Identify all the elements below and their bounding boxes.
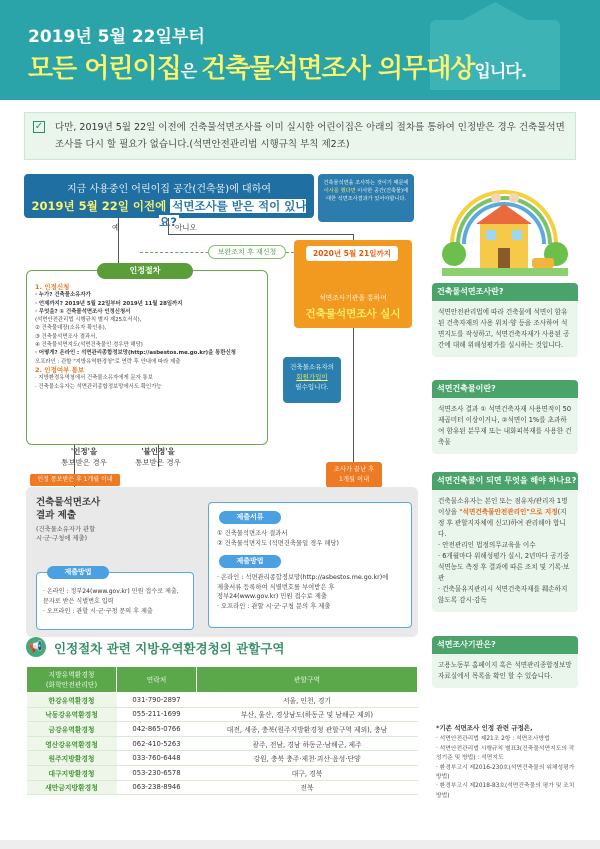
window-right (512, 230, 522, 240)
reference-item: · 환경부고시 제2018-83호(석면건축물의 평가 및 조치방법) (436, 783, 575, 799)
side-card-survey-body: 석면안전관리법에 따라 건축물에 석면이 함유된 건축자재의 사용 위치·양 등을 조사하여 석면지도를 작성하고, 석면건축자재가 사용된 공간에 대해 위해성평가를 실시하는 것입니다. (438, 308, 570, 349)
header-title (28, 48, 526, 85)
supplement-badge: 보완조치 후 재신청 (208, 245, 286, 259)
procedure-line: 오프라인 : 관할 "지방유역환경청"로 연락 후 안내에 따라 제출 (35, 358, 181, 365)
daycare-door (498, 248, 510, 268)
notice-box (24, 112, 576, 160)
table-cell: 영산강유역환경청 (27, 736, 117, 751)
duties-items (438, 540, 572, 606)
procedure-line: 1. 인정신청 (35, 283, 70, 291)
connector-no-horizontal (168, 234, 354, 235)
docs-method-body (217, 573, 409, 611)
table-cell: 전북 (197, 780, 418, 795)
table-cell: 031-790-2897 (117, 693, 197, 708)
regional-table-header (27, 667, 418, 693)
docs-method-line: 정부24(www.gov.kr) 민원 접수로 제출 (217, 593, 327, 600)
question-text: 석면조사를 받은 적이 있나요? (159, 199, 307, 229)
duties-highlight: "석면건축물안전관리인"으로 지정 (459, 508, 558, 516)
table-cell: 원주지방환경청 (27, 751, 117, 766)
after-survey-tag (326, 462, 382, 488)
side-card-agency-body: 고용노동부 홈페이지 혹은 석면관리종합정보망 자료실에서 목록을 확인 할 수 있습니다. (438, 661, 572, 680)
docs-label: 제출서류 (219, 511, 281, 524)
procedure-title: 인정절차 (97, 263, 193, 279)
result-method-line: · 온라인 : 정부24(www.gov.kr) 민원 접수로 제출, (43, 588, 179, 595)
table-cell: 광주, 전남, 경남 하동군·남해군, 제주 (197, 736, 418, 751)
table-header-cell: 관할구역 (197, 667, 418, 693)
deadline-box (294, 240, 412, 328)
docs-item: ② 건축물석면지도 (석면건축물일 경우 해당) (217, 539, 339, 547)
side-card-duties (432, 472, 578, 612)
table-cell: 한강유역환경청 (27, 693, 117, 708)
side-card-agency (432, 636, 578, 688)
procedure-line: · 건축물소유자는 석면관리종합정보망에서도 확인가능 (35, 383, 162, 390)
docs-items (217, 529, 409, 548)
side-note (318, 174, 414, 222)
result-title-b: 결과 제출 (36, 510, 77, 521)
result-sub-b: 시·군·구청에 제출) (36, 535, 88, 542)
owner-notice (283, 357, 341, 403)
regional-title: 인정절차 관련 지방유역환경청의 관할구역 (54, 641, 285, 656)
procedure-line: (석면안전관리법 시행규칙 별지 제25호서식), (35, 317, 142, 324)
approved-tag: 인정 통보받은 후 1개월 이내 (30, 474, 120, 486)
docs-method-line: 제출서류 등록하여 식별번호를 부여받은 후 (217, 583, 335, 591)
table-cell: 새만금지방환경청 (27, 780, 117, 795)
notice-text: 다만, 2019년 5월 22일 이전에 건축물석면조사를 이미 실시한 어린이집은 아래의 절차를 통하여 인정받은 경우 건축물석면조사를 다시 할 필요가 없습니다.(석면안전관리법 시행규칙 부칙 제2조) (55, 122, 565, 150)
table-row (27, 722, 418, 737)
child-2 (509, 193, 519, 203)
deadline-text-2: 건축물석면조사 실시 (305, 308, 401, 320)
grass (442, 268, 568, 276)
approved-label (54, 446, 114, 468)
table-row (27, 693, 418, 708)
result-method-label: 제출방법 (47, 566, 109, 579)
table-cell: 대구, 경북 (197, 765, 418, 780)
docs-box (208, 502, 412, 628)
docs-method-label: 제출방법 (219, 555, 281, 568)
table-cell: 대구지방환경청 (27, 765, 117, 780)
table-cell: 강원, 충북 충주·제천·괴산·음성·단양 (197, 751, 418, 766)
rejected-b: 통보받은 경우 (135, 458, 181, 467)
procedure-body (35, 283, 261, 391)
side-card-asbestos-building-title: 석면건축물이란? (432, 380, 578, 398)
docs-method-line: · 오프라인 : 관할 시·군·구청 문의 후 제출 (217, 602, 331, 610)
duties-b: (지정 후 관할지자체에 신고)하여 관리해야 합니다. (438, 508, 567, 538)
regional-section-header (26, 636, 418, 658)
approved-a: '인정'을 (70, 447, 98, 456)
child-1 (491, 193, 501, 203)
checkbox-icon: ✓ (34, 121, 44, 132)
side-card-survey-title: 건축물석면조사란? (432, 283, 578, 301)
title-part-a: 모든 어린이집 (28, 54, 181, 84)
side-card-agency-title: 석면조사기관은? (432, 636, 578, 654)
table-row (27, 780, 418, 795)
title-part-d: 입니다. (474, 62, 527, 82)
table-cell: 042-865-0766 (117, 722, 197, 737)
table-row (27, 707, 418, 722)
daycare-illustration (432, 174, 576, 276)
rejected-label (128, 446, 188, 468)
result-method-body (43, 587, 191, 617)
result-method-box (36, 568, 194, 630)
table-cell: 대전, 세종, 충북(원주지방환경청 관할구역 제외), 충남 (197, 722, 418, 737)
procedure-line: · 무엇을? ① 건축물석면조사 인정신청서 (35, 308, 131, 315)
procedure-line: · 지방환경유역청에서 건축물소유자에게 문자 통보 (35, 375, 153, 382)
question-line-1: 지금 사용중인 어린이집 공간(건축물)에 대하여 (66, 184, 272, 195)
result-header (36, 496, 184, 543)
duty-item: · 6개월마다 위해성평가 실시, 2년마다 공기중 석면농도 측정 후 결과에 따른 조치 및 기록·보관 (438, 552, 570, 582)
owner-line-a: 건축물소유자의 (290, 363, 334, 371)
duties-a: 건축물소유자는 본인 또는 점유자/관리자 1명 이상을 (438, 497, 568, 516)
side-note-b: 이사를 했다면 (323, 188, 356, 194)
references (436, 724, 578, 801)
side-card-duties-body (432, 490, 578, 612)
connector-no-top (168, 218, 169, 234)
header-banner (0, 0, 600, 100)
table-row (27, 751, 418, 766)
title-part-c: 건축물석면조사 의무대상 (201, 54, 475, 84)
table-cell: 055-211-1699 (117, 707, 197, 722)
side-note-c: 이사한 공간(건축물)에 대한 석면조사결과가 있어야합니다. (325, 188, 409, 202)
question-date: 2019년 5월 22일 이전에 (31, 199, 167, 213)
label-yes: 예 (112, 223, 120, 232)
deadline-badge: 2020년 5월 21일까지 (306, 246, 398, 261)
procedure-line: · 누가? 건축물소유자가 (35, 292, 91, 299)
side-card-duties-title: 석면건축물이 되면 무엇을 해야 하나요? (432, 472, 578, 490)
result-method-line: 문자로 받은 식별번호 입력 (43, 598, 114, 605)
docs-method-line: · 온라인 : 석면관리종합정보망(http://asbestos.me.go.kr)에 (217, 574, 389, 581)
owner-line-c: 필수입니다. (295, 383, 329, 391)
procedure-box (26, 266, 268, 445)
tree-left (442, 242, 466, 266)
deadline-text-1: 석면조사기관을 통하여 (319, 294, 387, 302)
table-header-cell: 지방유역환경청 (화학안전관리단) (27, 667, 117, 693)
side-card-asbestos-building (432, 380, 578, 454)
side-note-a: 건축물석면을 조사하는 것이기 때문에 (323, 180, 409, 186)
procedure-line: ④ 건축물석면지도(석면건축물인 경우만 해당) (35, 342, 143, 349)
megaphone-icon: 📢 (26, 637, 46, 657)
table-cell: 063-238-8946 (117, 780, 197, 795)
owner-line-b: 회원가입이 (296, 373, 328, 381)
table-cell: 서울, 인천, 경기 (197, 693, 418, 708)
result-method-line: · 오프라인 : 관할 시·군·구청 문의 후 제출 (43, 608, 153, 615)
result-sub-a: (건축물소유자가 관할 (36, 526, 96, 533)
result-title-a: 건축물석면조사 (36, 497, 101, 508)
question-line-2 (24, 195, 314, 230)
table-row (27, 765, 418, 780)
school-bus (532, 258, 554, 268)
header-date: 2019년 5월 22일부터 (28, 27, 205, 47)
table-cell: 053-230-6578 (117, 765, 197, 780)
regional-table (26, 666, 418, 795)
references-title: *기존 석면조사 인정 관련 규정은, (436, 724, 533, 732)
result-sub (36, 525, 184, 543)
reference-item: · 석면안전관리법 제21조 2항 : 석면조사방법 (436, 736, 550, 743)
docs-item: ① 건축물석면조사 결과서 (217, 530, 288, 537)
procedure-line: · 언제까지? 2019년 5월 22일부터 2019년 11월 28일까지 (35, 300, 183, 307)
procedure-line: · 어떻게? 온라인 : 석면관리종합정보망(http://asbestos.me.go.kr)을 통한신청 (35, 350, 237, 357)
table-row (27, 736, 418, 751)
table-cell: 033-760-6448 (117, 751, 197, 766)
after-tag-a: 조사가 끝난 후 (333, 466, 375, 473)
regional-table-body (27, 693, 418, 795)
rejected-a: '불인정'을 (141, 447, 175, 456)
table-cell: 부산, 울산, 경상남도(하동군 및 남해군 제외) (197, 707, 418, 722)
reference-item: · 석면안전관리법 시행규칙 별표3(건축물석면지도의 작성기준 및 방법) : 석면지도 (436, 745, 575, 762)
procedure-line: ② 건축물대장(소유자 확인용), (35, 325, 107, 332)
duty-item: · 건축물유지관리시 석면건축자재를 훼손하지 않도록 감시·감독 (438, 585, 568, 604)
after-tag-b: 1개월 이내 (338, 476, 370, 483)
duty-item: · 안전관리인 법정의무교육을 이수 (438, 541, 536, 549)
references-items (436, 735, 578, 801)
reference-item: · 환경부고시 제2016-230호(석면건축물의 위해성평가 방법) (436, 764, 575, 781)
table-cell: 금강유역환경청 (27, 722, 117, 737)
bottom-bar (0, 840, 600, 849)
side-card-asbestos-building-body: 석면조사 결과 ① 석면건축자재 사용면적이 50제곱미터 이상이거나, ②석면이 1%를 초과하여 함유된 분무재 또는 내화피복재를 사용한 건축물 (438, 405, 572, 446)
procedure-line: 2. 인정여부 통보 (35, 365, 85, 374)
approved-b: 통보받은 경우 (61, 458, 107, 467)
procedure-line: ③ 건축물석면조사 결과서, (35, 333, 98, 340)
label-no: 아니오 (175, 223, 197, 232)
table-cell: 062-410-5263 (117, 736, 197, 751)
side-card-survey (432, 283, 578, 357)
table-cell: 낙동강유역환경청 (27, 707, 117, 722)
window-left (486, 230, 496, 240)
table-header-cell: 연락처 (117, 667, 197, 693)
title-part-b: 은 (180, 62, 202, 82)
